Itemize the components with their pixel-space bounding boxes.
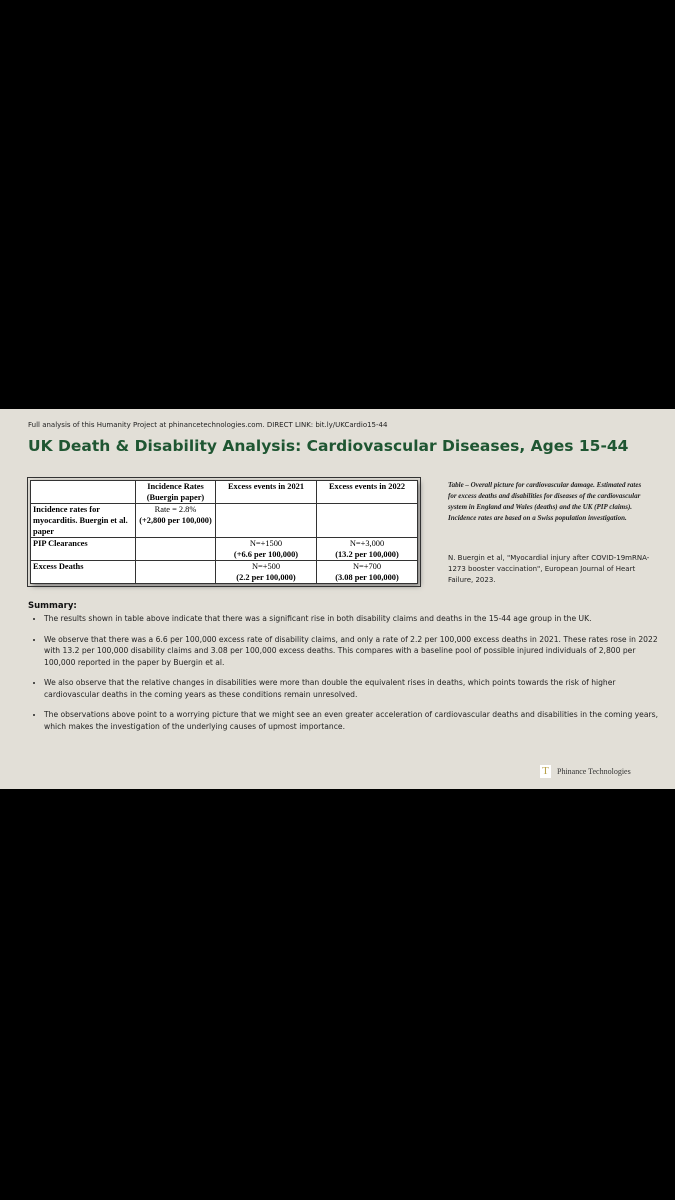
header-cell	[31, 481, 136, 504]
logo-icon: T	[540, 765, 551, 778]
cell-value: N=+700	[352, 562, 382, 571]
cell-value: N=+500	[251, 562, 281, 571]
summary-heading: Summary:	[28, 601, 77, 611]
cell-value: (2.2 per 100,000)	[236, 573, 296, 582]
cell-value: N=+1500	[249, 539, 283, 548]
header-link-text: Full analysis of this Humanity Project at phinancetechnologies.com. DIRECT LINK: bit.ly/UKCardio15-44	[28, 421, 388, 429]
cell-value: (13.2 per 100,000)	[335, 550, 399, 559]
table-row	[31, 538, 418, 561]
header-cell: Incidence Rates (Buergin paper)	[136, 481, 216, 504]
header-cell: Excess events in 2021	[216, 481, 317, 504]
company-logo	[540, 765, 631, 778]
row-label: PIP Clearances	[31, 538, 136, 561]
list-item: • We observe that there was a 6.6 per 100,000 excess rate of disability claims, and only a rate of 2.2 per 100,000 excess deaths in 2021. These rates rose in 2022 with 13.2 per 100,000 disability claims and 3.08 per 100,000 excess deaths. This compares with a baseline pool of possible injured individuals of 2,800 per 100,000 reported in the paper by Buergin et al.	[44, 634, 659, 669]
logo-text: Phinance Technologies	[557, 767, 631, 776]
list-item: • The results shown in table above indicate that there was a significant rise in both disability claims and deaths in the 15-44 age group in the UK.	[44, 613, 659, 625]
cell-value: (+6.6 per 100,000)	[233, 550, 299, 559]
cell-value: (+2,800 per 100,000)	[139, 516, 212, 525]
row-label: Excess Deaths	[31, 561, 136, 584]
slide	[0, 409, 675, 789]
list-item: • The observations above point to a worrying picture that we might see an even greater acceleration of cardiovascular deaths and disabilities in the coming years, which makes the investigation of the underlying causes of upmost importance.	[44, 709, 659, 732]
table-header-row	[31, 481, 418, 504]
header-cell: Excess events in 2022	[317, 481, 418, 504]
data-table	[30, 480, 418, 584]
table-caption: Table – Overall picture for cardiovascular damage. Estimated rates for excess deaths and disabilities for diseases of the cardiovascular system in England and Wales (deaths) and the UK (PIP claims). Incidence rates are based on a Swiss population investigation.	[448, 481, 642, 522]
cell-value: N=+3,000	[349, 539, 385, 548]
list-item: • We also observe that the relative changes in disabilities were more than double the equivalent rises in deaths, which points towards the risk of higher cardiovascular deaths in the coming years as these conditions remain unresolved.	[44, 677, 659, 700]
table-row	[31, 504, 418, 538]
slide-title: UK Death & Disability Analysis: Cardiovascular Diseases, Ages 15-44	[28, 437, 629, 455]
citation: N. Buergin et al, "Myocardial injury after COVID-19mRNA-1273 booster vaccination", European Journal of Heart Failure, 2023.	[448, 554, 650, 584]
cell-value: Rate = 2.8%	[154, 505, 197, 514]
table-row	[31, 561, 418, 584]
summary-list	[30, 613, 659, 741]
cell-value: (3.08 per 100,000)	[335, 573, 399, 582]
row-label: Incidence rates for myocarditis. Buergin et al. paper	[31, 504, 136, 538]
